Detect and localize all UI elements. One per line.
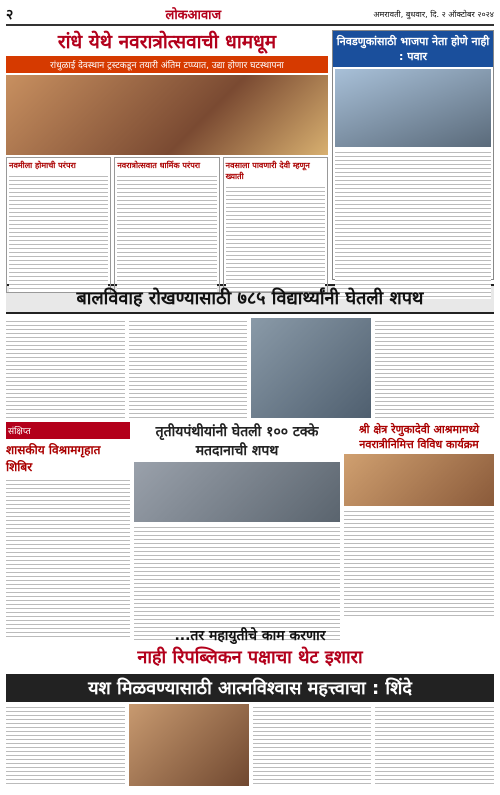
bottom-story: [6, 674, 494, 786]
paper-logo: लोकआवाज: [165, 8, 222, 23]
side-photo: [335, 69, 491, 147]
text-block: [226, 184, 325, 293]
lead-photo: [6, 75, 328, 155]
headline-line-1: ...तर महायुतीचे काम करणार: [174, 628, 326, 644]
bottom-headline: यश मिळवण्यासाठी आत्मविश्वास महत्त्वाचा : शिंदे: [6, 674, 494, 702]
lead-story: [6, 30, 328, 280]
side-headline: निवडणुकांसाठी भाजपा नेता होणे नाही : पवार: [333, 31, 493, 67]
side-story: [332, 30, 494, 280]
lead-box-2-title: नवरात्रोत्सवात धार्मिक परंपरा: [117, 161, 201, 170]
text-block: [375, 318, 494, 418]
page-number: २: [6, 6, 14, 23]
bottom-photo: [129, 704, 249, 786]
bottom-columns: [6, 704, 494, 786]
lead-subhead: रांधुळाई देवस्थान ट्रस्टकडून तयारी अंतिम टप्प्यात, उद्या होणार घटस्थापना: [6, 56, 328, 73]
voting-pledge-title: तृतीयपंथीयांनी घेतली १०० टक्के मतदानाची शपथ: [155, 424, 319, 459]
text-block: [6, 477, 130, 637]
top-section: [6, 30, 494, 280]
text-block: [134, 524, 340, 640]
masthead: [6, 4, 494, 26]
middle-section: [6, 422, 494, 622]
child-marriage-story: [6, 318, 494, 418]
text-block: [344, 508, 494, 618]
lead-box-1-title: नवमीला होमाची परंपरा: [9, 161, 76, 170]
brief-title: शासकीय विश्रामगृहात शिबिर: [6, 443, 101, 474]
headline-line-2: नाही रिपब्लिकन पक्षाचा थेट इशारा: [137, 647, 363, 668]
brief-label: संक्षिप्त: [6, 422, 130, 439]
lead-box-1: [6, 157, 111, 293]
text-block: [253, 704, 372, 786]
text-block: [6, 318, 125, 418]
voting-pledge-story: [134, 422, 340, 622]
lead-headline: रांधे येथे नवरात्रोत्सवाची धामधूम: [57, 31, 277, 53]
text-block: [117, 173, 216, 293]
issue-date: अमरावती, बुधवार, दि. २ ऑक्टोबर २०२४: [373, 9, 494, 19]
text-block: [129, 318, 248, 418]
lead-box-3: [223, 157, 328, 293]
renuka-devi-photo: [344, 454, 494, 506]
brief-column: [6, 422, 130, 622]
text-block: [6, 704, 125, 786]
renuka-devi-story: [344, 422, 494, 622]
students-photo: [251, 318, 371, 418]
lead-box-2: [114, 157, 219, 293]
lead-columns: [6, 157, 328, 293]
text-block: [335, 149, 491, 299]
renuka-devi-title: श्री क्षेत्र रेणुकादेवी आश्रमामध्ये नवरात्रीनिमित्त विविध कार्यक्रम: [358, 423, 480, 451]
voting-pledge-photo: [134, 462, 340, 522]
lead-box-3-title: नवसाला पावणारी देवी म्हणून ख्याती: [225, 161, 310, 181]
text-block: [9, 173, 108, 293]
text-block: [375, 704, 494, 786]
child-marriage-headline: बालविवाह रोखण्यासाठी ७८५ विद्यार्थ्यांनी घेतली शपथ: [6, 284, 494, 314]
